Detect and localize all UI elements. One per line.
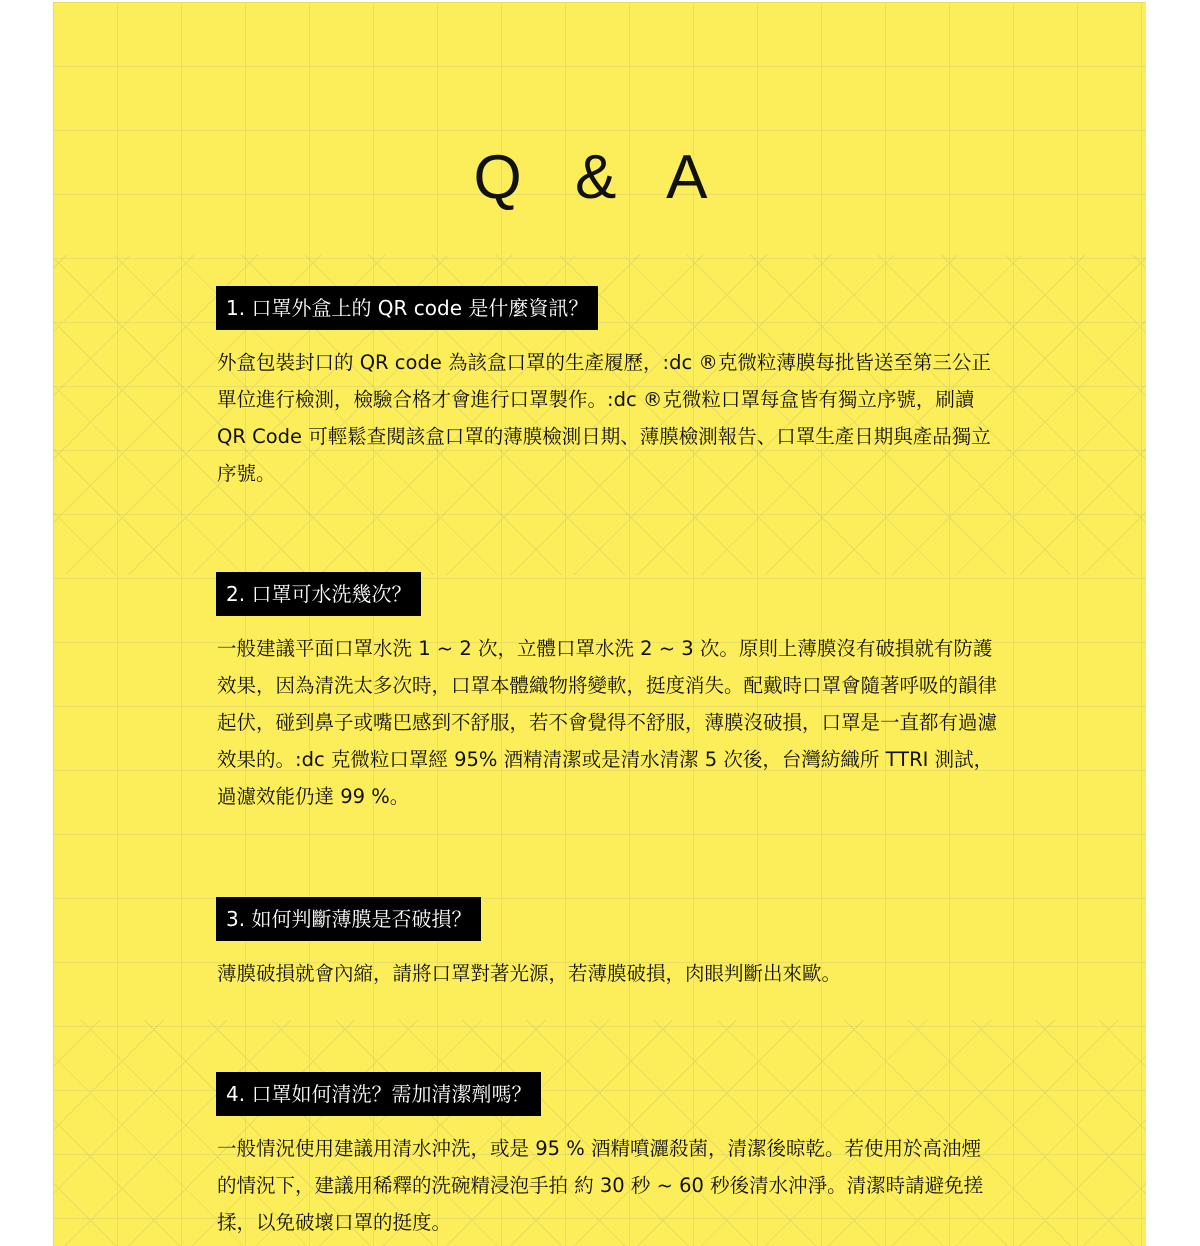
answer-1: 外盒包裝封口的 QR code 為該盒口罩的生產履歷，:dc ®克微粒薄膜每批皆送至第三公正單位進行檢測，檢驗合格才會進行口罩製作。:dc ®克微粒口罩每盒皆有獨立序號，刷讀 QR Code 可輕鬆查閱該盒口罩的薄膜檢測日期、薄膜檢測報告、口罩生產日期與產品獨立序號。 <box>217 351 991 485</box>
answer-3: 薄膜破損就會內縮，請將口罩對著光源，若薄膜破損，肉眼判斷出來歐。 <box>217 962 842 985</box>
question-1: 1. 口罩外盒上的 QR code 是什麼資訊？ <box>216 286 598 330</box>
qa-section <box>53 2 1146 1246</box>
question-4: 4. 口罩如何清洗？需加清潔劑嗎？ <box>216 1072 541 1116</box>
question-2: 2. 口罩可水洗幾次？ <box>216 572 421 616</box>
answer-4: 一般情況使用建議用清水沖洗，或是 95 % 酒精噴灑殺菌，清潔後晾乾。若使用於高油煙的情況下，建議用稀釋的洗碗精浸泡手拍 約 30 秒 ~ 60 秒後清水沖淨。清潔時請避免搓揉，以免破壞口罩的挺度。 <box>217 1137 984 1234</box>
answer-2: 一般建議平面口罩水洗 1 ~ 2 次，立體口罩水洗 2 ~ 3 次。原則上薄膜沒有破損就有防護效果，因為清洗太多次時，口罩本體織物將變軟，挺度消失。配戴時口罩會隨著呼吸的韻律起伏，碰到鼻子或嘴巴感到不舒服，若不會覺得不舒服，薄膜沒破損，口罩是一直都有過濾效果的。:dc 克微粒口罩經 95% 酒精清潔或是清水清潔 5 次後，台灣紡織所 TTRI 測試，過濾效能仍達 99 %。 <box>217 637 998 808</box>
question-3: 3. 如何判斷薄膜是否破損？ <box>216 897 481 941</box>
page-title: Q & A <box>473 143 726 212</box>
